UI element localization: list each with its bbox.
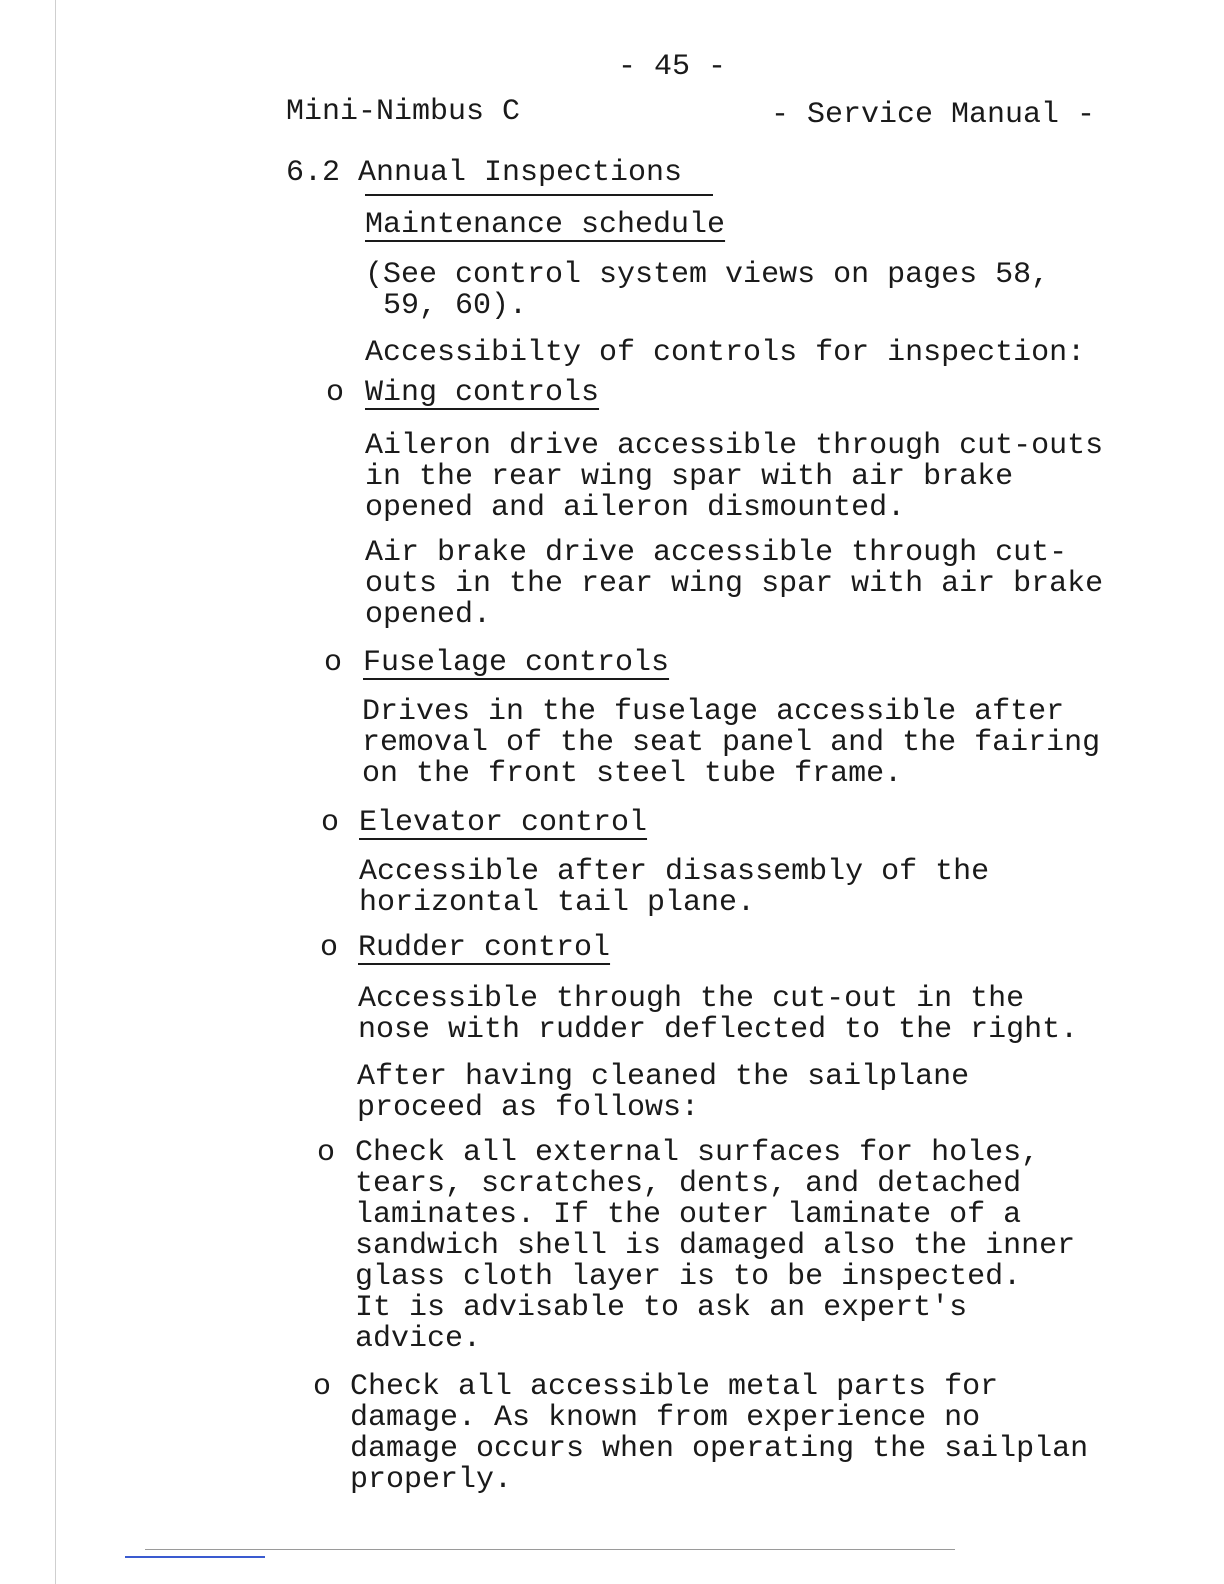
- bullet-marker: o: [324, 646, 343, 680]
- rudder-control-title: Rudder control: [358, 931, 611, 965]
- bottom-rule: [145, 1549, 955, 1550]
- bullet-marker: o: [321, 806, 340, 840]
- scan-edge-line: [55, 0, 56, 1584]
- elevator-paragraph: Accessible after disassembly of the horizontal tail plane.: [359, 855, 990, 920]
- accessibility-intro: Accessibilty of controls for inspection:: [365, 336, 1086, 370]
- bullet-marker: o: [320, 931, 339, 965]
- page-number: - 45 -: [618, 50, 727, 84]
- after-cleaning-paragraph: After having cleaned the sailplane proceed as follows:: [357, 1060, 970, 1125]
- aileron-drive-paragraph: Aileron drive accessible through cut-outs in the rear wing spar with air brake opened and aileron dismounted.: [365, 429, 1104, 525]
- header-title-left: Mini-Nimbus C: [286, 95, 521, 129]
- section-heading-text: 6.2 Annual Inspections: [286, 156, 683, 190]
- wing-controls-title: Wing controls: [365, 376, 600, 410]
- air-brake-drive-paragraph: Air brake drive accessible through cut- outs in the rear wing spar with air brake opened.: [365, 536, 1104, 632]
- elevator-control-title: Elevator control: [359, 806, 648, 840]
- bullet-marker: o: [326, 376, 345, 410]
- section-heading: [286, 158, 682, 189]
- metal-parts-paragraph: Check all accessible metal parts for damage. As known from experience no damage occurs when operating the sailplan properly.: [350, 1370, 1089, 1497]
- see-note: (See control system views on pages 58, 59, 60).: [365, 258, 1050, 323]
- external-surfaces-paragraph: Check all external surfaces for holes, tears, scratches, dents, and detached laminates. If the outer laminate of a sandwich shell is damaged also the inner glass cloth layer is to be inspected. It is advisable to ask an expert's advice.: [355, 1136, 1076, 1356]
- rudder-paragraph: Accessible through the cut-out in the nose with rudder deflected to the right.: [358, 982, 1079, 1047]
- fuselage-drives-paragraph: Drives in the fuselage accessible after removal of the seat panel and the fairing on the front steel tube frame.: [362, 695, 1101, 791]
- header-title-right: - Service Manual -: [771, 98, 1096, 132]
- fuselage-controls-title: Fuselage controls: [363, 646, 670, 680]
- bullet-marker: o: [317, 1136, 336, 1170]
- bullet-marker: o: [313, 1370, 332, 1404]
- bottom-rule-accent: [125, 1556, 265, 1558]
- heading-underline: [365, 194, 713, 196]
- maintenance-schedule-subheading: Maintenance schedule: [365, 208, 726, 242]
